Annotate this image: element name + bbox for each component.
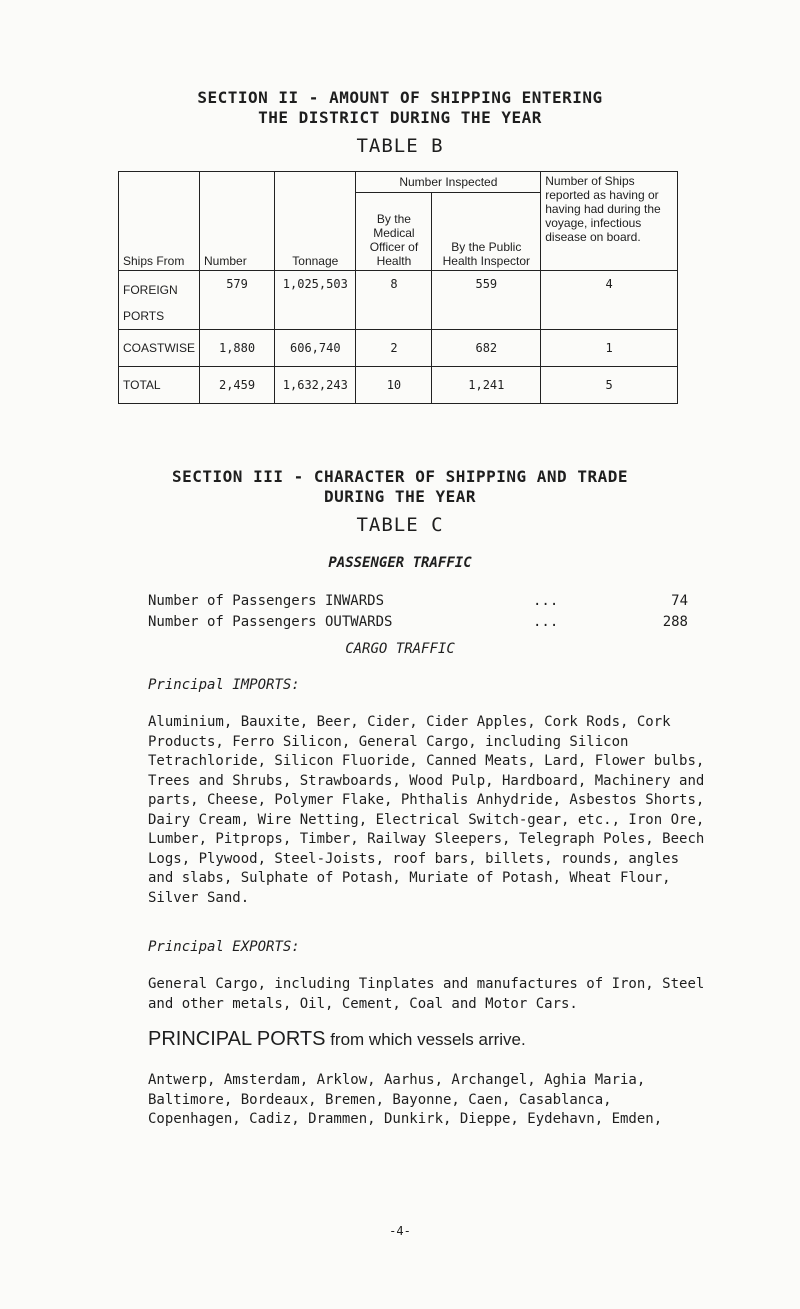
table-row (119, 367, 678, 404)
cell-tonnage: 1,632,243 (275, 367, 356, 404)
header-infectious-ships: Number of Ships reported as having or having had during the voyage, infectious disease on board. (541, 172, 678, 271)
passengers-inwards-label: Number of Passengers INWARDS (148, 593, 385, 609)
passenger-traffic-heading: PASSENGER TRAFFIC (328, 555, 472, 571)
cell-infectious: 1 (541, 330, 678, 367)
header-by-medical-officer: By the Medical Officer of Health (356, 193, 432, 271)
table-row (119, 271, 678, 330)
cell-number: 1,880 (200, 330, 275, 367)
cell-ships-from: COASTWISE (119, 330, 200, 367)
table-row (119, 330, 678, 367)
section-2-title: SECTION II - AMOUNT OF SHIPPING ENTERING (197, 88, 603, 107)
table-b-label: TABLE B (356, 135, 444, 157)
principal-ports-heading (148, 1028, 526, 1051)
cell-by-health-inspector: 1,241 (432, 367, 541, 404)
cargo-traffic-heading: CARGO TRAFFIC (345, 641, 455, 657)
passengers-outwards-value: 288 (662, 614, 688, 630)
header-number: Number (200, 172, 275, 271)
cell-infectious: 4 (541, 271, 678, 330)
section-2-subtitle: THE DISTRICT DURING THE YEAR (258, 108, 542, 127)
cell-by-medical-officer: 2 (356, 330, 432, 367)
principal-ports-list: Antwerp, Amsterdam, Arklow, Aarhus, Archangel, Aghia Maria, Baltimore, Bordeaux, Bremen, Bayonne, Caen, Casablanca, Copenhagen, Cadiz, Drammen, Dunkirk, Dieppe, Eydehavn, Emden, (148, 1072, 663, 1127)
principal-exports-label: Principal EXPORTS: (148, 939, 300, 955)
principal-imports-label: Principal IMPORTS: (148, 677, 300, 693)
cell-tonnage: 1,025,503 (275, 271, 356, 330)
section-3-title: SECTION III - CHARACTER OF SHIPPING AND TRADE (172, 467, 628, 486)
cell-infectious: 5 (541, 367, 678, 404)
passengers-outwards-row (148, 614, 688, 634)
cell-ships-from: FOREIGN PORTS (119, 271, 200, 330)
passengers-inwards-row (148, 593, 688, 613)
principal-ports-heading-rest: from which vessels arrive. (330, 1030, 526, 1049)
page-number: -4- (389, 1224, 411, 1238)
header-number-inspected: Number Inspected (356, 172, 541, 193)
cell-number: 579 (200, 271, 275, 330)
cell-by-medical-officer: 10 (356, 367, 432, 404)
table-c-label: TABLE C (356, 514, 444, 536)
leader-dots: ... (533, 614, 559, 630)
principal-ports-heading-caps: PRINCIPAL PORTS (148, 1028, 326, 1050)
header-tonnage: Tonnage (275, 172, 356, 271)
passengers-outwards-label: Number of Passengers OUTWARDS (148, 614, 393, 630)
cell-by-medical-officer: 8 (356, 271, 432, 330)
principal-imports-list: Aluminium, Bauxite, Beer, Cider, Cider Apples, Cork Rods, Cork Products, Ferro Silicon, General Cargo, including Silicon Tetrachloride, Silicon Fluoride, Canned Meats, Lard, Flower bulbs, Trees and Shrubs, Strawboards, Wood Pulp, Hardboard, Machinery and parts, Cheese, Polymer Flake, Phthalis Anhydride, Asbestos Shorts, Dairy Cream, Wire Netting, Electrical Switch-gear, etc., Iron Ore, Lumber, Pitprops, Timber, Railway Sleepers, Telegraph Poles, Beech Logs, Plywood, Steel-Joists, roof bars, billets, rounds, angles and slabs, Sulphate of Potash, Muriate of Potash, Wheat Flour, Silver Sand. (148, 714, 705, 906)
shipping-table (118, 171, 678, 404)
cell-by-health-inspector: 682 (432, 330, 541, 367)
cell-by-health-inspector: 559 (432, 271, 541, 330)
principal-exports-list: General Cargo, including Tinplates and manufactures of Iron, Steel and other metals, Oil, Cement, Coal and Motor Cars. (148, 976, 705, 1012)
section-3-subtitle: DURING THE YEAR (324, 487, 476, 506)
cell-tonnage: 606,740 (275, 330, 356, 367)
leader-dots: ... (533, 593, 559, 609)
cell-ships-from: TOTAL (119, 367, 200, 404)
header-by-health-inspector: By the Public Health Inspector (432, 193, 541, 271)
passengers-inwards-value: 74 (671, 593, 688, 609)
cell-number: 2,459 (200, 367, 275, 404)
header-ships-from: Ships From (119, 172, 200, 271)
